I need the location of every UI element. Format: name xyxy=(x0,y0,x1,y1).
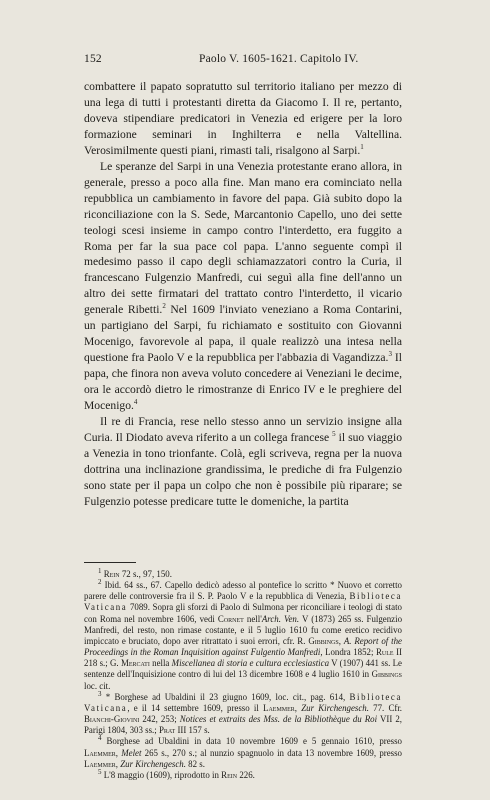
footnote-3-text: III 157 s. xyxy=(175,725,210,736)
paragraph-1 xyxy=(84,79,402,159)
book-title: Zur Kirchengesch. xyxy=(120,758,186,769)
footnote-2 xyxy=(84,580,402,692)
footnote-ref-3: 3 xyxy=(388,350,392,359)
footnote-2-text: nell' xyxy=(243,613,262,624)
paragraph-2-text-c: Il papa, che finora non aveva voluto concedere ai Veneziani le decime, ora le accordò dietro le rimostranze di Enrico IV e le preghiere del Mocenigo. xyxy=(84,351,402,413)
footnote-3-text: 242, 253; xyxy=(139,714,180,725)
footnote-4-text: 82 s. xyxy=(185,758,205,769)
footnote-2-text: V (1907) 441 ss. Le sentenze dell'Inquisizione contro di lui del 13 dicembre 1608 e 4 luglio 1610 in xyxy=(84,658,402,680)
footnote-1-mark: 1 xyxy=(98,567,102,576)
journal-title: Arch. Ven. xyxy=(261,613,300,624)
footnote-5 xyxy=(84,767,402,781)
footnote-2-text: V (1873) 265 ss. Fulgenzio Manfredi, del resto, non rimase costante, e il 5 luglio 1610 fu come eretico recidivo impiccato e bruciato, dopo aver ritrattato i suoi errori, cfr. R. xyxy=(84,613,403,646)
book-title: Notices et extraits des Mss. de la Bibliothèque du Roi xyxy=(179,714,378,725)
journal-title: Miscellanea di storia e cultura ecclesiastica xyxy=(171,658,330,669)
footnote-2-text: Ibid. 64 ss., 67. Capello dedicò adesso al pontefice lo scritto * Nuovo et corretto parere delle controversie fra il S. P. Paolo V e la repubblica di Venezia, xyxy=(84,580,402,602)
book-title: A. Report of the Proceedings in the Roman Inquisition against Fulgentio Manfredi xyxy=(84,635,402,658)
footnote-3-text: VII 2, Parigi 1804, 303 ss.; xyxy=(84,714,403,736)
footnote-ref-1: 1 xyxy=(360,142,364,151)
footnote-1-text: 72 s., 97, 150. xyxy=(119,569,172,579)
footnote-3-mark: 3 xyxy=(98,689,102,698)
library-name: Biblioteca Vaticana xyxy=(84,691,403,713)
footnote-4-text: , xyxy=(115,758,121,769)
running-title: Paolo V. 1605-1621. Capitolo IV. xyxy=(199,53,359,65)
author-name: Laemmer xyxy=(263,702,295,713)
book-title: Zur Kirchengesch. xyxy=(301,702,369,713)
author-name: Rein xyxy=(103,569,120,579)
main-text xyxy=(84,79,402,510)
footnotes xyxy=(84,569,402,781)
page-number: 152 xyxy=(84,53,102,65)
author-name: Mercati xyxy=(120,658,150,669)
paragraph-1-text: combattere il papato sopratutto sul territorio italiano per mezzo di una lega di tutti i protestanti diretta da Giacomo I. Il re, pertanto, doveva stipendiare predicatori in Venezia ed erigere per la loro formazione seminari in Inghilterra e nella Valtellina. Verosimilmente questi piani, rimasti tali, risalgono al Sarpi. xyxy=(84,80,402,157)
book-title: Melet xyxy=(121,747,142,758)
footnote-2-text: II 218 s.; G. xyxy=(84,647,402,669)
footnote-4 xyxy=(84,736,402,769)
footnote-3-text: , e il 14 settembre 1609, presso il xyxy=(127,702,264,713)
footnote-5-text: 226. xyxy=(237,769,255,780)
footnote-2-mark: 2 xyxy=(98,578,102,587)
author-name: Laemmer xyxy=(84,758,116,769)
footnote-4-text: Borghese ad Ubaldini in data 10 novembre 1609 e 5 gennaio 1610, presso xyxy=(106,736,402,747)
paragraph-2-text-b: Nel 1609 l'inviato veneziano a Roma Contarini, un partigiano del Sarpi, fu richiamato e sostituito con Giovanni Mocenigo, favorevole al papa, il quale realizzò una intesa nella questione fra Paolo V e la repubblica per l'abbazia di Vagandizza. xyxy=(84,303,402,365)
footnote-2-text: , Londra 1852; xyxy=(320,647,376,658)
paragraph-3 xyxy=(84,414,402,510)
footnote-2-text: , xyxy=(338,635,344,646)
author-name: Gibbings xyxy=(371,669,402,680)
footnote-4-text: , xyxy=(115,747,122,758)
footnote-2-text: 7089. Sopra gli sforzi di Paolo di Sulmona per riconciliare i teologi di stato con Roma nel novembre 1606, vedi xyxy=(84,602,402,624)
running-header xyxy=(84,53,400,69)
paragraph-3-text-a: Il re di Francia, rese nello stesso anno un servizio insigne alla Curia. Il Diodato aveva riferito a un collega francese xyxy=(84,415,402,444)
author-name: Cornet xyxy=(217,613,244,624)
paragraph-2-text-a: Le speranze del Sarpi in una Venezia protestante erano allora, in generale, presso a poco alla fine. Man mano era cominciato nella repubblica un cambiamento in favore del papa. Già subito dopo la riconciliazione con la S. Sede, Marcantonio Capello, uno dei sette teologi scesi insieme in campo contro l'interdetto, era fuggito a Roma per far la sua pace col papa. L'anno seguente compì il medesimo passo il capo degli schiamazzatori contro la Curia, il francescano Fulgenzio Manfredi, cui seguì alla fine dell'anno un altro dei sette firmatari del trattato contro l'interdetto, il vicario generale Ribetti. xyxy=(84,159,402,317)
footnote-4-mark: 4 xyxy=(98,734,102,743)
footnote-3-text: * Borghese ad Ubaldini il 23 giugno 1609, loc. cit., pag. 614, xyxy=(105,691,350,702)
author-name: Rule xyxy=(375,647,394,658)
footnote-2-text: loc. cit. xyxy=(84,680,111,691)
footnote-2-text: nella xyxy=(149,658,172,669)
author-name: Rein xyxy=(221,769,238,780)
author-name: Gibbings xyxy=(308,635,339,646)
author-name: Bianchi-Giovini xyxy=(84,714,140,725)
footnote-3 xyxy=(84,689,403,737)
footnote-5-mark: 5 xyxy=(98,767,102,776)
paragraph-3-text-b: il suo viaggio a Venezia in tono trionfante. Colà, egli scriveva, regna per la nuova dottrina una inclinazione grandissima, le prediche di fra Fulgenzio sono state per il papa un colpo che non è possibile più riparare; se Fulgenzio potesse predicare tutte le domeniche, la partita xyxy=(84,430,402,508)
footnote-ref-2: 2 xyxy=(162,302,166,311)
footnote-5-text: L'8 maggio (1609), riprodotto in xyxy=(103,769,222,780)
footnote-4-text: 265 s., 270 s.; al nunzio spagnuolo in data 13 novembre 1609, presso xyxy=(141,747,402,758)
footnote-3-text: , xyxy=(294,702,302,713)
author-name: Prat xyxy=(158,725,176,736)
footnote-1 xyxy=(84,569,402,580)
paragraph-2 xyxy=(84,159,402,414)
footnote-3-text: 77. Cfr. xyxy=(368,702,402,713)
footnote-ref-4: 4 xyxy=(133,398,138,407)
footnote-ref-5: 5 xyxy=(332,430,336,439)
footnote-separator xyxy=(84,562,136,563)
author-name: Laemmer xyxy=(84,747,116,758)
library-name: Biblioteca Vaticana xyxy=(84,591,402,613)
